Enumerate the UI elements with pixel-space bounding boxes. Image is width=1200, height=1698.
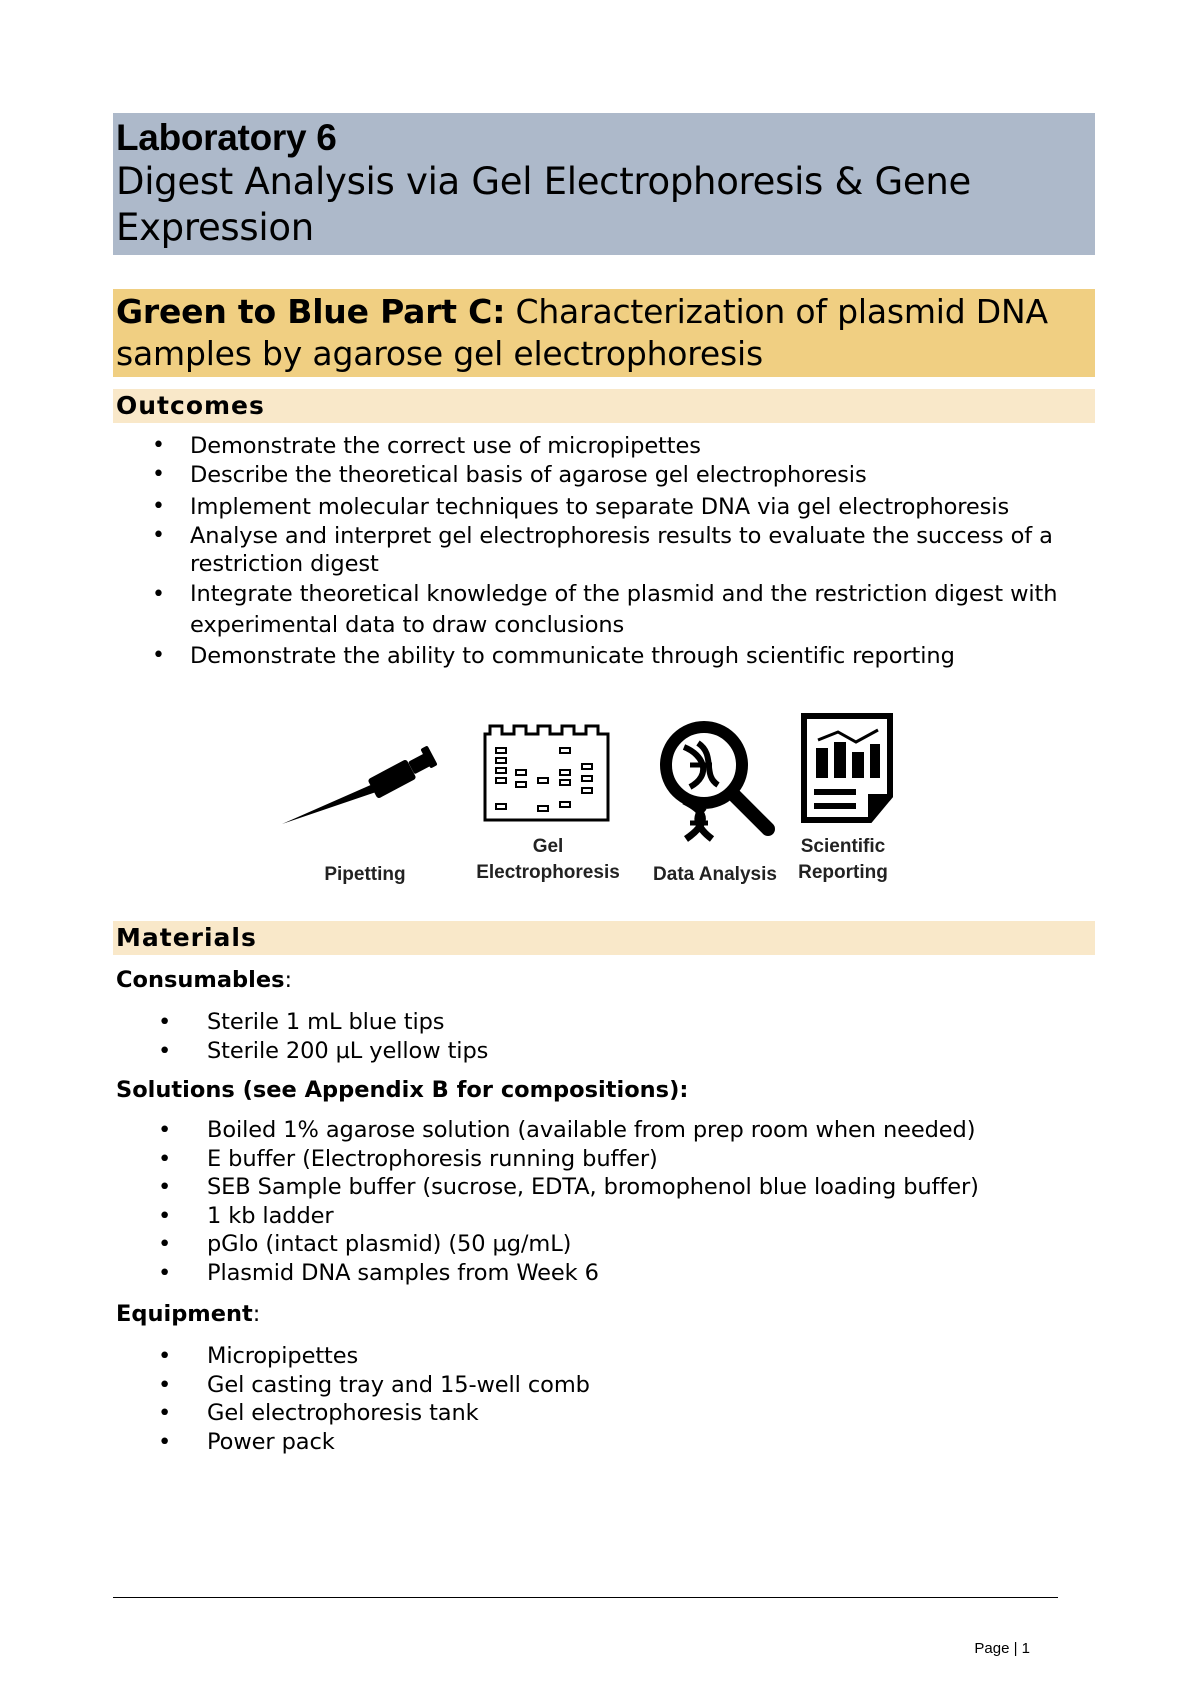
list-item: • Power pack	[158, 1428, 590, 1457]
outcomes-heading: Outcomes	[113, 389, 1095, 423]
skills-graphic	[270, 700, 910, 900]
footer-divider	[113, 1597, 1058, 1598]
reporting-label-line1: Scientific	[800, 836, 886, 857]
gel-label-line1: Gel	[532, 836, 564, 857]
materials-heading: Materials	[113, 921, 1095, 955]
list-item: • Sterile 1 mL blue tips	[158, 1008, 488, 1037]
consumables-heading: Consumables:	[116, 967, 293, 993]
list-item: • Micropipettes	[158, 1342, 590, 1371]
outcomes-list	[150, 432, 1100, 671]
list-item: • Gel casting tray and 15-well comb	[158, 1371, 590, 1400]
part-title-banner	[113, 289, 1095, 377]
list-item: • Boiled 1% agarose solution (available from prep room when needed)	[158, 1116, 979, 1145]
outcome-item: • Integrate theoretical knowledge of the plasmid and the restriction digest with experimental data to draw conclusions	[150, 579, 1100, 641]
data-analysis-label: Data Analysis	[653, 864, 777, 885]
list-item: • Plasmid DNA samples from Week 6	[158, 1259, 979, 1288]
pipetting-label: Pipetting	[324, 864, 406, 885]
list-item: • pGlo (intact plasmid) (50 µg/mL)	[158, 1230, 979, 1259]
lab-title: Digest Analysis via Gel Electrophoresis & Gene Expression	[116, 160, 971, 249]
gel-electrophoresis-icon	[482, 722, 614, 824]
outcome-item: • Describe the theoretical basis of agarose gel electrophoresis	[150, 461, 1100, 489]
pipette-icon	[270, 740, 460, 830]
equipment-heading: Equipment:	[116, 1301, 261, 1327]
reporting-label-line2: Reporting	[798, 862, 888, 883]
list-item: • E buffer (Electrophoresis running buffer)	[158, 1145, 979, 1174]
data-analysis-icon	[654, 715, 778, 843]
outcome-item: • Demonstrate the correct use of micropipettes	[150, 432, 1100, 460]
list-item: • SEB Sample buffer (sucrose, EDTA, bromophenol blue loading buffer)	[158, 1173, 979, 1202]
solutions-list	[158, 1116, 979, 1287]
gel-label-line2: Electrophoresis	[476, 862, 620, 883]
equipment-label: Equipment	[116, 1301, 253, 1327]
outcome-item: • Demonstrate the ability to communicate through scientific reporting	[150, 642, 1100, 670]
solutions-heading: Solutions (see Appendix B for compositions):	[116, 1077, 689, 1103]
page-number: Page | 1	[974, 1640, 1030, 1657]
list-item: • Sterile 200 µL yellow tips	[158, 1037, 488, 1066]
consumables-label: Consumables	[116, 967, 285, 993]
outcome-item: • Analyse and interpret gel electrophoresis results to evaluate the success of a restriction digest	[150, 522, 1100, 578]
lab-number: Laboratory 6	[116, 117, 337, 158]
part-label: Green to Blue Part C:	[116, 292, 506, 331]
list-item: • Gel electrophoresis tank	[158, 1399, 590, 1428]
outcome-item: • Implement molecular techniques to separate DNA via gel electrophoresis	[150, 493, 1100, 521]
lab-title-banner	[113, 113, 1095, 255]
consumables-list	[158, 1008, 488, 1065]
list-item: • 1 kb ladder	[158, 1202, 979, 1231]
scientific-report-icon	[800, 712, 896, 824]
equipment-list	[158, 1342, 590, 1456]
reporting-label	[790, 834, 896, 886]
part-description: Characterization of plasmid DNA samples by agarose gel electrophoresis	[116, 292, 1048, 373]
gel-label	[464, 834, 632, 886]
